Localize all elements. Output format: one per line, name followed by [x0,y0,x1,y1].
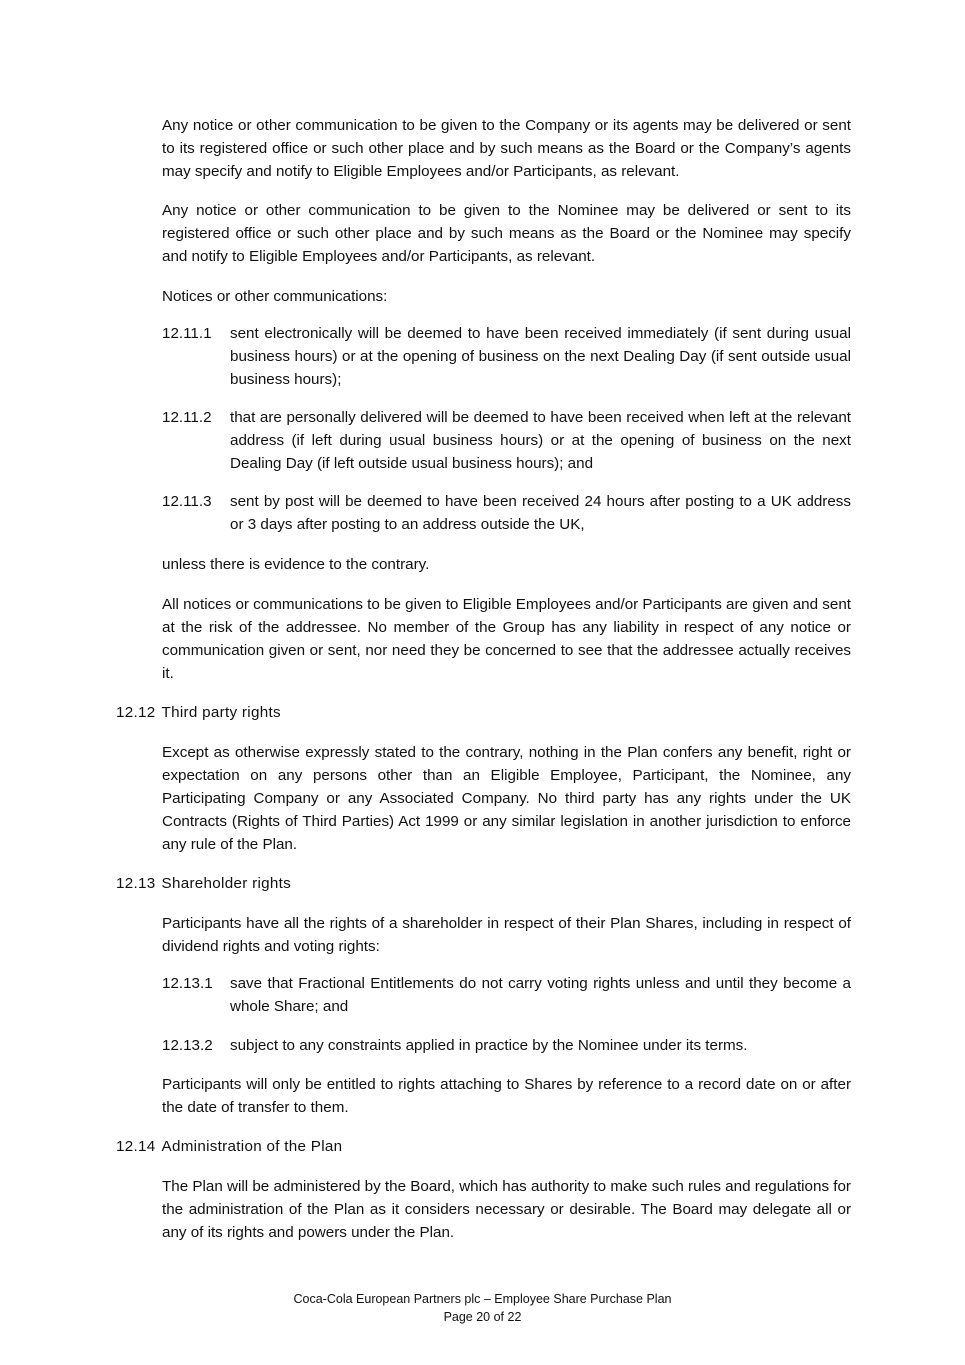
paragraph-risk-of-addressee: All notices or communications to be given to Eligible Employees and/or Participants are given and sent at the risk of the addressee. No member of the Group has any liability in respect of any notice or communication given or sent, nor need they be concerned to see that the addressee actually receives it. [162,596,851,682]
paragraph-record-date: Participants will only be entitled to rights attaching to Shares by reference to a record date on or after the date of transfer to them. [162,1076,851,1116]
list-item-12-11-1 [162,322,851,391]
list-item-number: 12.13.1 [162,975,213,992]
footer-document-title: Coca-Cola European Partners plc – Employee Share Purchase Plan [293,1292,672,1306]
section-heading-12-14 [116,1135,342,1158]
paragraph-notice-company: Any notice or other communication to be given to the Company or its agents may be delivered or sent to its registered office or such other place and by such means as the Board or the Company’s agents may specify and notify to Eligible Employees and/or Participants, as relevant. [162,117,851,180]
section-heading-12-12 [116,701,281,724]
paragraph-notices-intro: Notices or other communications: [162,288,388,305]
list-item-12-13-1 [162,972,851,1018]
list-item-text: that are personally delivered will be deemed to have been received when left at the relevant address (if left during usual business hours) or at the opening of business on the next Dealing Day (if left outside usual business hours); and [230,409,851,472]
list-item-number: 12.11.3 [162,493,212,510]
section-title: Administration of the Plan [161,1138,343,1155]
paragraph-unless-evidence: unless there is evidence to the contrary. [162,556,430,573]
paragraph-notice-nominee: Any notice or other communication to be given to the Nominee may be delivered or sent to its registered office or such other place and by such means as the Board or the Nominee may specify and notify to Eligible Employees and/or Participants, as relevant. [162,202,851,265]
section-heading-12-13 [116,872,291,895]
paragraph-administration: The Plan will be administered by the Board, which has authority to make such rules and regulations for the administration of the Plan as it considers necessary or desirable. The Board may delegate all or any of its rights and powers under the Plan. [162,1178,851,1241]
list-item-number: 12.11.1 [162,325,212,342]
list-item-number: 12.11.2 [162,409,212,426]
list-item-text: sent by post will be deemed to have been received 24 hours after posting to a UK address or 3 days after posting to an address outside the UK, [230,493,851,533]
list-item-text: sent electronically will be deemed to have been received immediately (if sent during usual business hours) or at the opening of business on the next Dealing Day (if sent outside usual business hours); [230,325,851,388]
list-item-number: 12.13.2 [162,1037,213,1054]
list-item-text: subject to any constraints applied in practice by the Nominee under its terms. [230,1037,748,1054]
paragraph-shareholder-rights: Participants have all the rights of a shareholder in respect of their Plan Shares, including in respect of dividend rights and voting rights: [162,915,851,955]
list-item-12-11-2 [162,406,851,475]
section-title: Shareholder rights [161,875,292,892]
section-number: 12.13 [116,875,156,892]
list-item-12-11-3 [162,490,851,536]
section-title: Third party rights [161,704,281,721]
section-number: 12.14 [116,1138,156,1155]
footer-page-number: Page 20 of 22 [443,1310,522,1324]
paragraph-third-party: Except as otherwise expressly stated to the contrary, nothing in the Plan confers any benefit, right or expectation on any persons other than an Eligible Employee, Participant, the Nominee, any Participating Company or any Associated Company. No third party has any rights under the UK Contracts (Rights of Third Parties) Act 1999 or any similar legislation in another jurisdiction to enforce any rule of the Plan. [162,744,851,853]
section-number: 12.12 [116,704,156,721]
list-item-text: save that Fractional Entitlements do not carry voting rights unless and until they become a whole Share; and [230,975,851,1015]
list-item-12-13-2 [162,1034,851,1057]
